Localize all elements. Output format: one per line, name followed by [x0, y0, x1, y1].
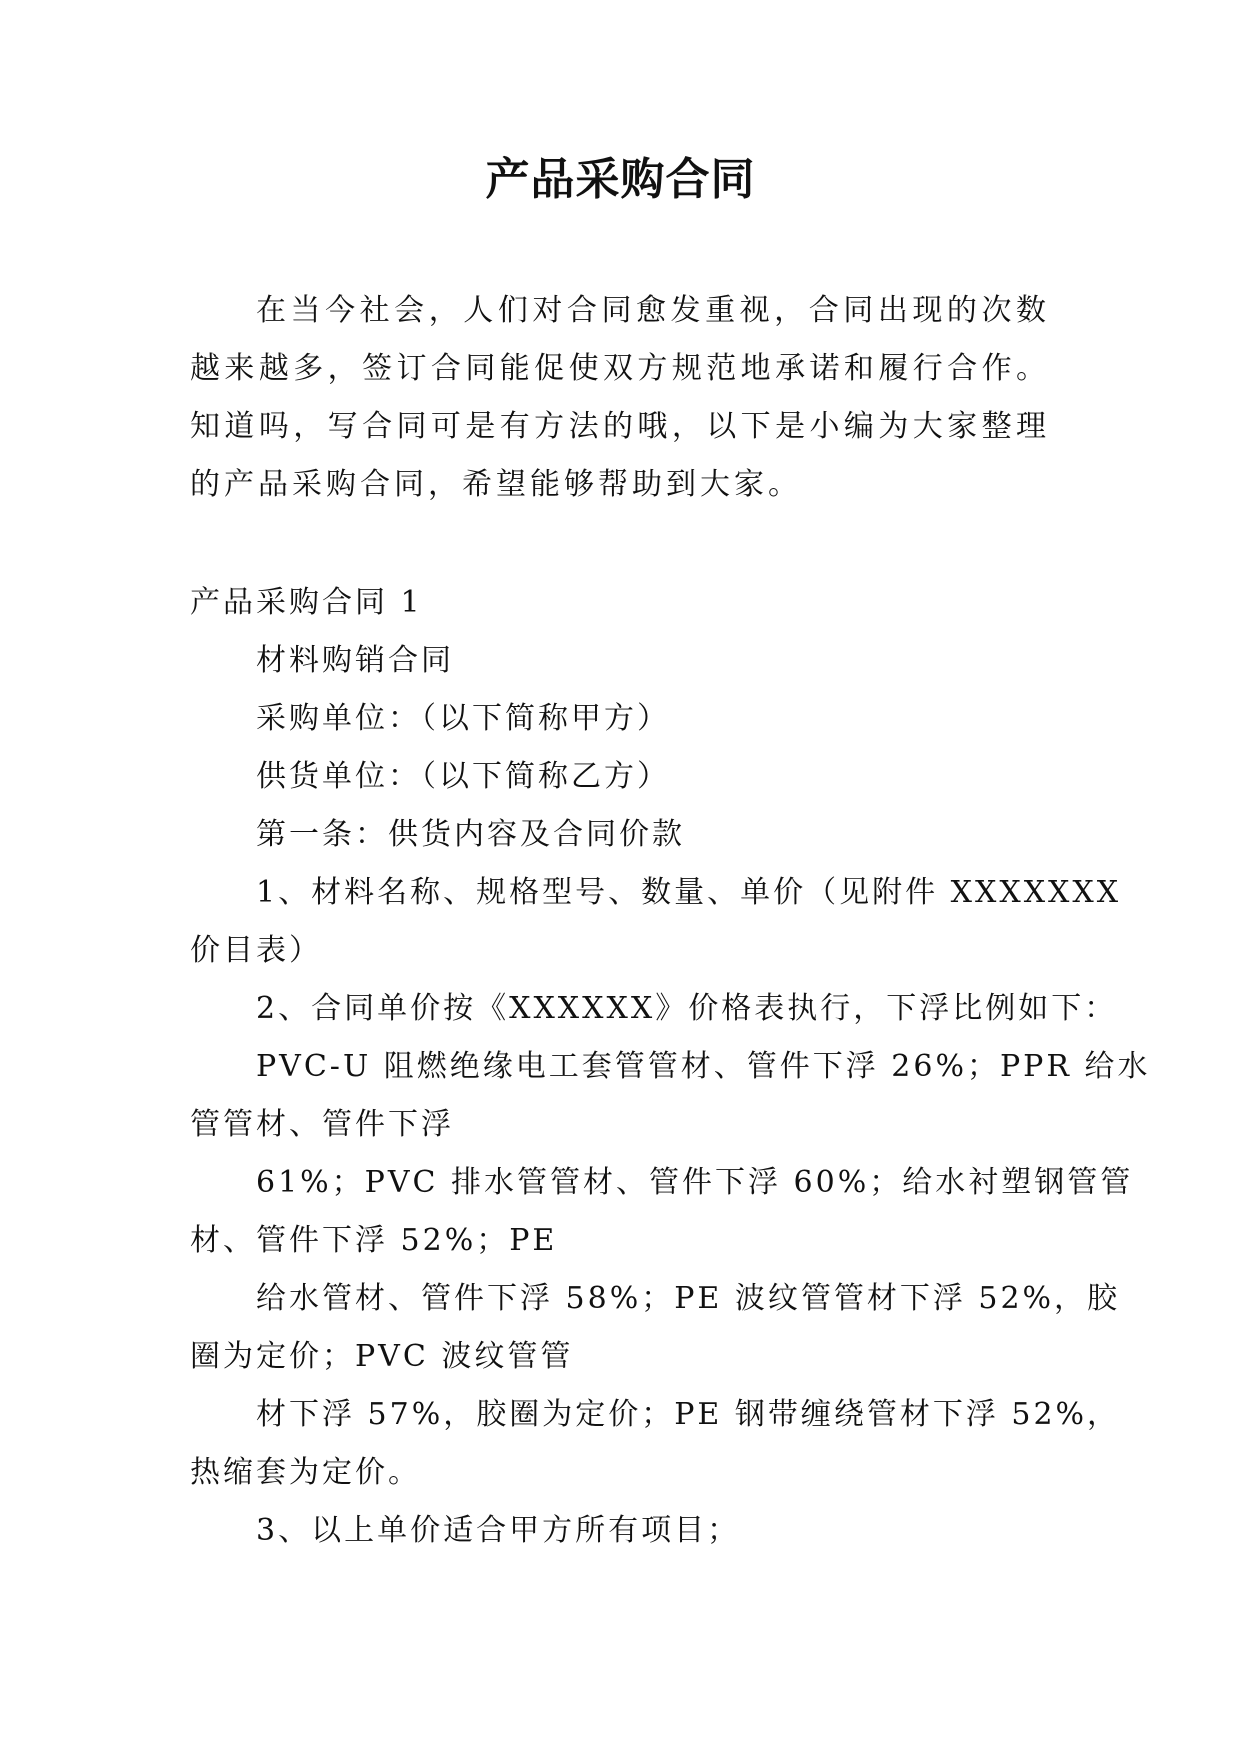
article-one-line: 第一条：供货内容及合同价款 — [256, 817, 685, 852]
contract-name-line: 材料购销合同 — [256, 643, 454, 678]
item2-line: 2、合同单价按《XXXXXX》价格表执行，下浮比例如下： — [256, 991, 1118, 1026]
supplier-line: 供货单位：（以下简称乙方） — [256, 759, 670, 794]
pvc-u-line: PVC-U 阻燃绝缘电工套管管材、管件下浮 26%；PPR 给水 — [256, 1049, 1151, 1084]
pvc-drain-continuation: 材、管件下浮 52%；PE — [190, 1223, 558, 1258]
pe-water-line: 给水管材、管件下浮 58%；PE 波纹管管材下浮 52%，胶 — [256, 1281, 1121, 1316]
pvc-drain-line: 61%；PVC 排水管管材、管件下浮 60%；给水衬塑钢管管 — [256, 1165, 1134, 1200]
item1-line: 1、材料名称、规格型号、数量、单价（见附件 XXXXXXX — [256, 875, 1122, 910]
pvc-u-continuation: 管管材、管件下浮 — [190, 1107, 454, 1142]
section-heading: 产品采购合同 1 — [190, 585, 423, 620]
buyer-line: 采购单位：（以下简称甲方） — [256, 701, 670, 736]
pe-steel-line: 材下浮 57%，胶圈为定价；PE 钢带缠绕管材下浮 52%， — [256, 1397, 1121, 1432]
pe-steel-continuation: 热缩套为定价。 — [190, 1455, 421, 1490]
item3-line: 3、以上单价适合甲方所有项目； — [256, 1513, 741, 1548]
document-title: 产品采购合同 — [485, 154, 756, 205]
item1-continuation: 价目表） — [190, 933, 322, 968]
pe-water-continuation: 圈为定价；PVC 波纹管管 — [190, 1339, 574, 1374]
intro-paragraph: 在当今社会，人们对合同愈发重视，合同出现的次数越来越多，签订合同能促使双方规范地承诺和履行合作。知道吗，写合同可是有方法的哦，以下是小编为大家整理的产品采购合同，希望能够帮助到大家。 — [190, 293, 1050, 502]
